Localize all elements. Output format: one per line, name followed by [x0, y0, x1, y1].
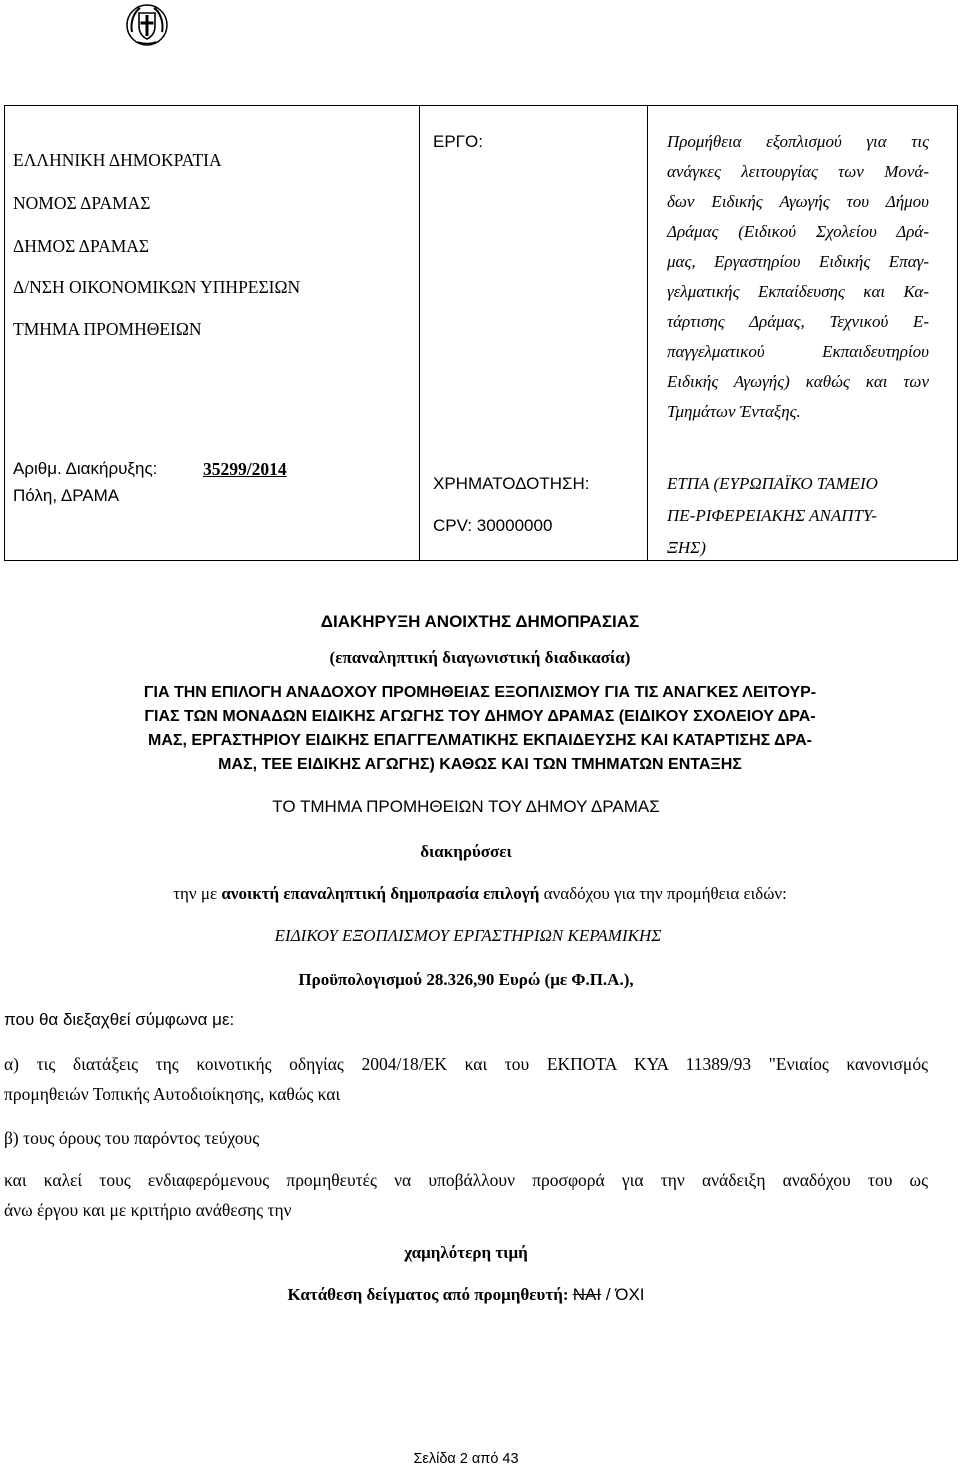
funding-label: ΧΡΗΜΑΤΟΔΟΤΗΣΗ: [433, 474, 590, 493]
authority-line: ΔΗΜΟΣ ΔΡΑΜΑΣ [13, 236, 150, 256]
page-number: Σελίδα 2 από 43 [413, 1451, 519, 1467]
invitation-line: άνω έργου και με κριτήριο ανάθεσης την [4, 1200, 292, 1220]
tender-text: αναδόχου για την προμήθεια ειδών: [539, 884, 787, 903]
conducted-line: που θα διεξαχθεί σύμφωνα με: [4, 1010, 235, 1029]
table-divider [419, 106, 420, 560]
declaration-number: 35299/2014 [203, 459, 287, 479]
tender-line [0, 884, 960, 904]
project-description-line: Τμημάτων Ένταξης. [667, 402, 801, 421]
project-description-line: Ειδικής Αγωγής) καθώς και των [667, 372, 929, 391]
authority-line: ΝΟΜΟΣ ΔΡΑΜΑΣ [13, 193, 151, 213]
item-line: ΕΙΔΙΚΟΥ ΕΞΟΠΛΙΣΜΟΥ ΕΡΓΑΣΤΗΡΙΩΝ ΚΕΡΑΜΙΚΗΣ [274, 926, 662, 945]
project-description-line: Προμήθεια εξοπλισμού για τις [667, 132, 929, 151]
samples-line [0, 1285, 946, 1305]
document-title: ΔΙΑΚΗΡΥΞΗ ΑΝΟΙΧΤΗΣ ΔΗΜΟΠΡΑΣΙΑΣ [320, 612, 640, 631]
cpv-code: CPV: 30000000 [433, 516, 553, 535]
authority-line: Δ/ΝΣΗ ΟΙΚΟΝΟΜΙΚΩΝ ΥΠΗΡΕΣΙΩΝ [13, 277, 301, 297]
declaration-number-label: Αριθμ. Διακήρυξης: [13, 459, 158, 478]
project-description-line: δων Ειδικής Αγωγής του Δήμου [667, 192, 929, 211]
project-description-line: μας, Εργαστηρίου Ειδικής Επαγ- [667, 252, 929, 271]
header-info-table [4, 105, 958, 561]
declares-line: διακηρύσσει [420, 842, 512, 861]
project-description-line: γελματικής Εκπαίδευσης και Κα- [667, 282, 929, 301]
purpose-line: ΓΙΑ ΤΗΝ ΕΠΙΛΟΓΗ ΑΝΑΔΟΧΟΥ ΠΡΟΜΗΘΕΙΑΣ ΕΞΟΠΛΙΣΜΟΥ ΓΙΑ ΤΙΣ ΑΝΑΓΚΕΣ ΛΕΙΤΟΥΡ- [143, 684, 817, 701]
budget-line: Προϋπολογισμού 28.326,90 Ευρώ (με Φ.Π.Α.), [298, 970, 634, 989]
samples-label: Κατάθεση δείγματος από προμηθευτή: [287, 1285, 569, 1304]
purpose-line: ΓΙΑΣ ΤΩΝ ΜΟΝΑΔΩΝ ΕΙΔΙΚΗΣ ΑΓΩΓΗΣ ΤΟΥ ΔΗΜΟΥ ΔΡΑΜΑΣ (ΕΙΔΙΚΟΥ ΣΧΟΛΕΙΟΥ ΔΡΑ- [144, 708, 816, 725]
project-description-line: ανάγκες λειτουργίας των Μονά- [667, 162, 929, 181]
clause-a-line: προμηθειών Τοπικής Αυτοδιοίκησης, καθώς και [4, 1084, 341, 1104]
samples-separator: / [601, 1285, 616, 1304]
document-subtitle: (επαναληπτική διαγωνιστική διαδικασία) [329, 648, 631, 667]
tender-text: την με [173, 884, 222, 903]
samples-no-option: ΌΧΙ [615, 1285, 645, 1304]
project-description-line: τάρτισης Δράμας, Τεχνικού Ε- [667, 312, 929, 331]
authority-line: ΤΜΗΜΑ ΠΡΟΜΗΘΕΙΩΝ [13, 319, 202, 339]
clause-b-line: β) τους όρους του παρόντος τεύχους [4, 1128, 260, 1148]
project-description-line: Δράμας (Ειδικού Σχολείου Δρά- [667, 222, 929, 241]
funding-source-line: ΞΗΣ) [667, 538, 706, 557]
samples-yes-option: ΝΑΙ [572, 1285, 602, 1304]
tender-type: ανοικτή επαναληπτική δημοπρασία επιλογή [221, 884, 540, 903]
city-line: Πόλη, ΔΡΑΜΑ [13, 486, 120, 505]
purpose-line: ΜΑΣ, ΕΡΓΑΣΤΗΡΙΟΥ ΕΙΔΙΚΗΣ ΕΠΑΓΓΕΛΜΑΤΙΚΗΣ ΕΚΠΑΙΔΕΥΣΗΣ ΚΑΙ ΚΑΤΑΡΤΙΣΗΣ ΔΡΑ- [148, 732, 812, 749]
clause-a-line: α) τις διατάξεις της κοινοτικής οδηγίας 2004/18/ΕΚ και του ΕΚΠΟΤΑ ΚΥΑ 11389/93 "Ενιαίος κανονισμός [4, 1054, 928, 1074]
issuer-line: ΤΟ ΤΜΗΜΑ ΠΡΟΜΗΘΕΙΩΝ ΤΟΥ ΔΗΜΟΥ ΔΡΑΜΑΣ [272, 797, 660, 816]
invitation-line: και καλεί τους ενδιαφερόμενους προμηθευτές να υποβάλλουν προσφορά για την ανάδειξη αναδόχου του ως [4, 1170, 928, 1190]
authority-line: ΕΛΛΗΝΙΚΗ ΔΗΜΟΚΡΑΤΙΑ [13, 150, 222, 170]
project-label: ΕΡΓΟ: [433, 132, 483, 151]
funding-source-line: ΕΤΠΑ (ΕΥΡΩΠΑΪΚΟ ΤΑΜΕΙΟ [667, 474, 878, 493]
greek-coat-of-arms-emblem [126, 2, 168, 48]
purpose-line: ΜΑΣ, ΤΕΕ ΕΙΔΙΚΗΣ ΑΓΩΓΗΣ) ΚΑΘΩΣ ΚΑΙ ΤΩΝ ΤΜΗΜΑΤΩΝ ΕΝΤΑΞΗΣ [218, 756, 742, 773]
funding-source-line: ΠΕ-ΡΙΦΕΡΕΙΑΚΗΣ ΑΝΑΠΤΥ- [667, 506, 877, 525]
award-criterion: χαμηλότερη τιμή [404, 1243, 528, 1262]
table-divider [647, 106, 648, 560]
project-description-line: παγγελματικού Εκπαιδευτηρίου [667, 342, 929, 361]
